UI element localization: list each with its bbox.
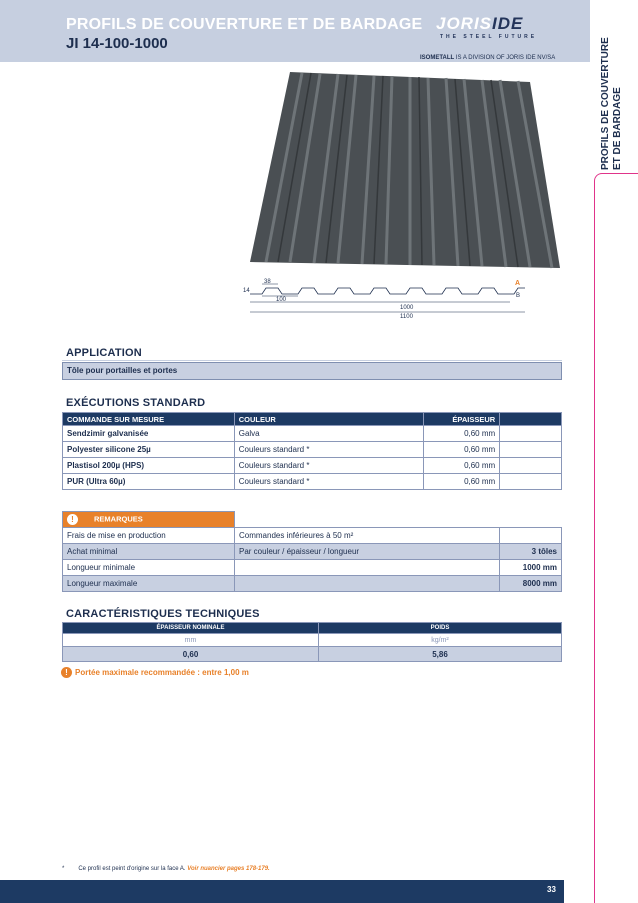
table-row: Longueur maximale 8000 mm: [63, 576, 562, 592]
table-row: Achat minimal Par couleur / épaisseur / longueur 3 tôles: [63, 544, 562, 560]
technical-table: [62, 622, 562, 662]
table-row: Longueur minimale 1000 mm: [63, 560, 562, 576]
svg-text:A: A: [515, 280, 521, 287]
page-title: PROFILS DE COUVERTURE ET DE BARDAGE: [66, 16, 423, 33]
table-header-row: COMMANDE SUR MESURE COULEUR ÉPAISSEUR: [63, 413, 562, 426]
executions-heading: EXÉCUTIONS STANDARD: [66, 397, 206, 409]
svg-text:B: B: [516, 293, 521, 299]
brand-logo: JORISIDE: [436, 14, 524, 33]
svg-text:1000: 1000: [400, 305, 414, 311]
color-chart-link[interactable]: Voir nuancier pages 178-179.: [187, 866, 270, 872]
executions-table: [62, 412, 562, 490]
brand-tagline: THE STEEL FUTURE: [440, 34, 538, 40]
remarks-header-row: [63, 512, 562, 528]
svg-text:1100: 1100: [400, 314, 413, 320]
table-row: mm kg/m²: [63, 634, 562, 647]
footnote: * Ce profil est peint d'origine sur la face A. Voir nuancier pages 178-179.: [62, 866, 270, 872]
table-row: PUR (Ultra 60µ) Couleurs standard * 0,60 mm: [63, 474, 562, 490]
table-row: Plastisol 200µ (HPS) Couleurs standard * 0,60 mm: [63, 458, 562, 474]
table-header-row: ÉPAISSEUR NOMINALE POIDS: [63, 623, 562, 634]
remarks-table: [62, 511, 562, 592]
exclamation-icon: !: [67, 514, 78, 525]
application-heading: APPLICATION: [66, 347, 142, 359]
svg-text:100: 100: [276, 297, 287, 303]
side-tab-label: PROFILS DE COUVERTURE ET DE BARDAGE: [600, 37, 623, 170]
product-sheet-illustration: [250, 72, 580, 272]
product-code: JI 14-100-1000: [66, 35, 168, 52]
division-note: ISOMETALL IS A DIVISION OF JORIS IDE NV/SA: [420, 55, 556, 61]
profile-cross-section-drawing: [240, 276, 530, 320]
max-span-note: ! Portée maximale recommandée : entre 1,00 m: [75, 668, 249, 677]
application-text: Tôle pour portailles et portes: [62, 362, 562, 380]
side-tab-border: [594, 173, 638, 903]
table-row: Sendzimir galvanisée Galva 0,60 mm: [63, 426, 562, 442]
table-row: Frais de mise en production Commandes inférieures à 50 m²: [63, 528, 562, 544]
table-row: 0,60 5,86: [63, 647, 562, 662]
svg-text:14: 14: [243, 288, 250, 294]
application-divider: [62, 360, 562, 361]
remarks-heading: ! REMARQUES: [63, 512, 235, 528]
page-number: 33: [547, 885, 556, 894]
exclamation-icon: !: [61, 667, 72, 678]
footer-band: [0, 880, 564, 903]
svg-text:38: 38: [264, 279, 271, 285]
table-row: Polyester silicone 25µ Couleurs standard * 0,60 mm: [63, 442, 562, 458]
technical-heading: CARACTÉRISTIQUES TECHNIQUES: [66, 608, 260, 620]
